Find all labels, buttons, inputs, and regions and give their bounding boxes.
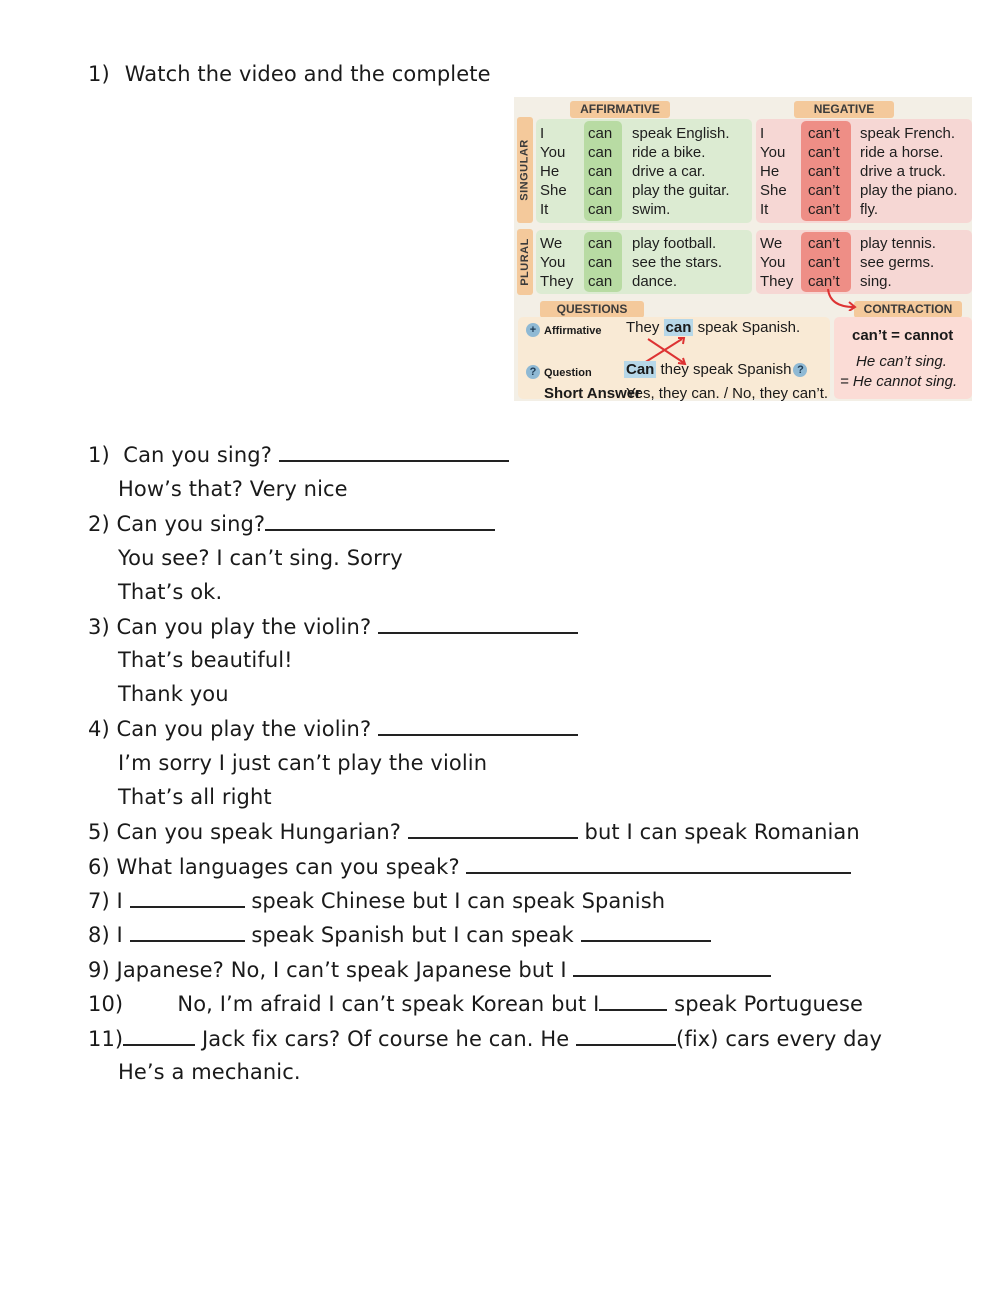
- line-text: 4) Can you play the violin?: [88, 717, 378, 741]
- singular-label: SINGULAR: [519, 139, 532, 201]
- chart-verb: can’t: [808, 125, 840, 142]
- answer-blank[interactable]: [130, 922, 245, 942]
- exercise-line: [118, 477, 348, 501]
- line-text-after: Jack fix cars? Of course he can. He: [195, 1027, 577, 1051]
- chart-rest: dance.: [632, 273, 678, 290]
- chart-subject: You: [760, 144, 786, 161]
- chart-subject: You: [760, 254, 786, 271]
- line-text: That’s ok.: [118, 580, 223, 604]
- chart-subject: He: [760, 163, 780, 180]
- chart-subject: We: [540, 235, 563, 252]
- line-text: He’s a mechanic.: [118, 1060, 301, 1084]
- chart-verb: can: [588, 125, 613, 142]
- short-answer-text: Yes, they can. / No, they can’t.: [626, 385, 829, 401]
- chart-verb: can: [588, 273, 613, 290]
- chart-verb: can’t: [808, 201, 840, 218]
- exercise-line: [88, 511, 495, 536]
- line-text: 6) What languages can you speak?: [88, 855, 467, 879]
- chart-verb: can’t: [808, 182, 840, 199]
- chart-rest: sing.: [860, 273, 892, 290]
- line-text-after: speak Portuguese: [667, 992, 864, 1016]
- chart-rest: swim.: [632, 201, 671, 218]
- line-text: 10) No, I’m afraid I can’t speak Korean but I: [88, 992, 600, 1016]
- chart-verb: can: [588, 163, 613, 180]
- answer-blank[interactable]: [130, 888, 245, 908]
- chart-rest: speak French.: [860, 125, 956, 142]
- negative-label: NEGATIVE: [794, 101, 894, 118]
- affirmative-q-label: Affirmative: [544, 325, 602, 337]
- chart-rest: see the stars.: [632, 254, 723, 271]
- chart-rest: ride a horse.: [860, 144, 944, 161]
- question-verb: Can: [626, 361, 655, 378]
- exercise-line: [88, 442, 509, 467]
- question-mark: ?: [793, 363, 807, 377]
- aff-q-verb: can: [665, 319, 692, 336]
- exercise-line: [118, 1060, 301, 1084]
- exercise-line: [88, 888, 665, 913]
- answer-blank[interactable]: [378, 716, 578, 736]
- line-text: That’s beautiful!: [118, 648, 293, 672]
- answer-blank[interactable]: [265, 511, 495, 531]
- heading-number: 1): [88, 62, 110, 86]
- line-text: Thank you: [118, 682, 229, 706]
- question-sentence: [624, 361, 811, 378]
- chart-verb: can’t: [808, 254, 840, 271]
- chart-subject: It: [760, 201, 769, 218]
- line-text: 1) Can you sing?: [88, 443, 279, 467]
- affirmative-label: AFFIRMATIVE: [570, 101, 670, 118]
- line-text-after: but I can speak Romanian: [577, 820, 860, 844]
- plural-label: PLURAL: [519, 238, 532, 286]
- line-text: How’s that? Very nice: [118, 477, 348, 501]
- chart-subject: They: [760, 273, 794, 290]
- chart-rest: play the piano.: [860, 182, 958, 199]
- plural-tab: [517, 229, 533, 295]
- chart-rest: ride a bike.: [632, 144, 706, 161]
- chart-verb: can’t: [808, 144, 840, 161]
- exercise-line: [118, 785, 272, 809]
- answer-blank[interactable]: [123, 1026, 195, 1046]
- chart-verb: can’t: [808, 235, 840, 252]
- exercise-line: [88, 922, 711, 947]
- singular-tab: [517, 117, 533, 223]
- question-icon: ?: [526, 365, 540, 379]
- line-text: That’s all right: [118, 785, 272, 809]
- question-rest: they speak Spanish: [660, 361, 792, 378]
- chart-rest: drive a truck.: [860, 163, 946, 180]
- line-text: 11): [88, 1027, 124, 1051]
- chart-rest: play football.: [632, 235, 717, 252]
- answer-blank[interactable]: [576, 1026, 676, 1046]
- exercise-line: [88, 614, 578, 639]
- chart-verb: can’t: [808, 163, 840, 180]
- exercise-line: [88, 991, 863, 1016]
- contraction-example-2: = He cannot sing.: [840, 373, 958, 390]
- chart-subject: They: [540, 273, 574, 290]
- chart-rest: fly.: [860, 201, 879, 218]
- affirmative-question-row: [526, 321, 601, 338]
- chart-verb: can: [588, 201, 613, 218]
- question-row-label: [526, 363, 592, 380]
- exercise-line: [118, 580, 222, 604]
- grammar-chart: [514, 97, 972, 401]
- aff-q-rest: speak Spanish.: [697, 319, 801, 336]
- plus-icon: +: [526, 323, 540, 337]
- chart-rest: speak English.: [632, 125, 730, 142]
- affirmative-sentence: [626, 319, 800, 336]
- chart-subject: She: [540, 182, 567, 199]
- contraction-rule: can’t = cannot: [852, 327, 954, 344]
- chart-rest: see germs.: [860, 254, 935, 271]
- exercise-line: [88, 1026, 882, 1051]
- chart-subject: I: [540, 125, 545, 142]
- answer-blank[interactable]: [581, 922, 711, 942]
- question-label: Question: [544, 367, 592, 379]
- heading-text: Watch the video and the complete: [124, 62, 491, 86]
- answer-blank[interactable]: [573, 957, 771, 977]
- chart-verb: can: [588, 144, 613, 161]
- exercise-line: [118, 648, 293, 672]
- exercise-line: [88, 716, 578, 741]
- short-answer-label: Short Answer: [544, 385, 641, 401]
- line-text-after: speak Spanish but I can speak: [244, 923, 581, 947]
- line-text: You see? I can’t sing. Sorry: [118, 546, 403, 570]
- line-text: 7) I: [88, 889, 130, 913]
- answer-blank[interactable]: [408, 819, 578, 839]
- chart-verb: can’t: [808, 273, 840, 290]
- chart-subject: You: [540, 254, 566, 271]
- chart-verb: can: [588, 235, 613, 252]
- worksheet-heading: [88, 62, 491, 86]
- line-text: 3) Can you play the violin?: [88, 615, 378, 639]
- contraction-arrow-icon: [814, 287, 860, 311]
- answer-blank[interactable]: [378, 614, 578, 634]
- exercise-line: [118, 751, 487, 775]
- questions-label: QUESTIONS: [540, 301, 644, 318]
- contraction-label: CONTRACTION: [854, 301, 962, 318]
- line-text: 8) I: [88, 923, 130, 947]
- exercise-line: [118, 546, 403, 570]
- chart-subject: He: [540, 163, 560, 180]
- answer-blank[interactable]: [466, 854, 851, 874]
- line-text: 2) Can you sing?: [88, 512, 266, 536]
- chart-verb: can: [588, 254, 613, 271]
- line-text: 9) Japanese? No, I can’t speak Japanese but I: [88, 958, 574, 982]
- answer-blank[interactable]: [279, 442, 509, 462]
- line-text-end: (fix) cars every day: [676, 1027, 883, 1051]
- aff-q-subject: They: [626, 319, 660, 336]
- chart-rest: play the guitar.: [632, 182, 730, 199]
- contraction-example-1: He can’t sing.: [856, 353, 947, 370]
- chart-verb: can: [588, 182, 613, 199]
- exercise-line: [118, 682, 229, 706]
- chart-subject: We: [760, 235, 783, 252]
- chart-subject: She: [760, 182, 787, 199]
- exercise-line: [88, 819, 860, 844]
- line-text-after: speak Chinese but I can speak Spanish: [244, 889, 666, 913]
- chart-subject: It: [540, 201, 549, 218]
- chart-rest: play tennis.: [860, 235, 936, 252]
- line-text: I’m sorry I just can’t play the violin: [118, 751, 488, 775]
- line-text: 5) Can you speak Hungarian?: [88, 820, 408, 844]
- chart-rest: drive a car.: [632, 163, 706, 180]
- exercise-line: [88, 854, 851, 879]
- answer-blank[interactable]: [599, 991, 667, 1011]
- exercise-line: [88, 957, 771, 982]
- chart-subject: I: [760, 125, 765, 142]
- chart-subject: You: [540, 144, 566, 161]
